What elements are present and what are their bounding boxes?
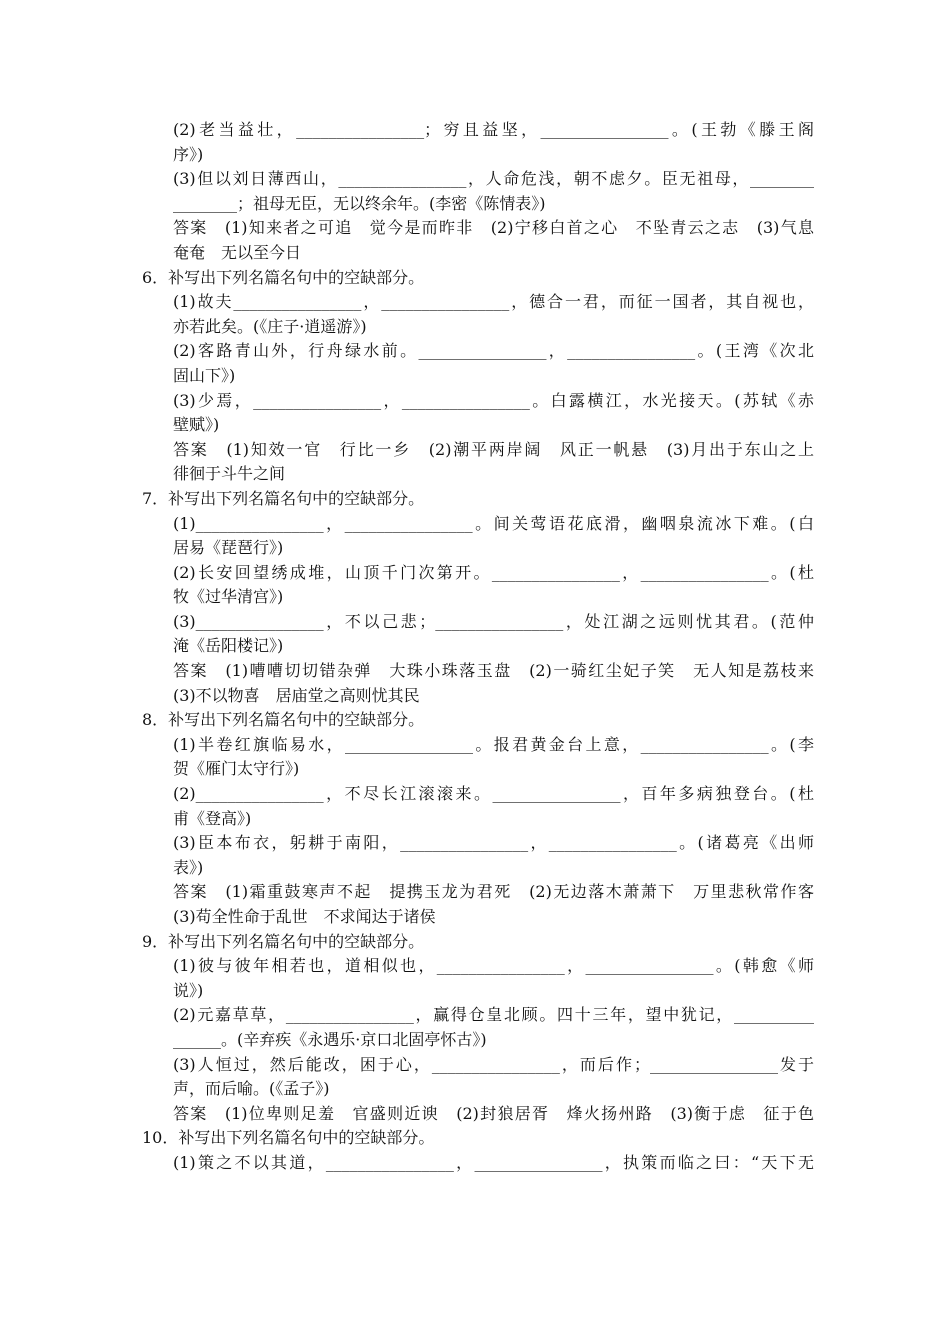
answer-line: 答案 (1)嘈嘈切切错杂弹 大珠小珠落玉盘 (2)一骑红尘妃子笑 无人知是荔枝来 [173,661,814,681]
text-line: 序》) [173,144,204,164]
text-line: (3)________________，不以己悲；________________，处江湖之远则忧其君。(范仲 [173,611,814,631]
question-heading: 10．补写出下列名篇名句中的空缺部分。 [142,1128,435,1148]
text-line: 声，而后喻。(《孟子》) [173,1079,330,1099]
text-line: ______。(辛弃疾《永遇乐·京口北固亭怀古》) [173,1029,487,1049]
text-line: (2)客路青山外，行舟绿水前。________________，________________。(王湾《次北 [173,341,814,361]
text-line: (2)元嘉草草，________________，赢得仓皇北顾。四十三年，望中犹记，__________ [173,1005,814,1025]
question-heading: 9．补写出下列名篇名句中的空缺部分。 [142,931,425,951]
answer-line: 答案 (1)知效一官 行比一乡 (2)潮平两岸阔 风正一帆悬 (3)月出于东山之上 [173,439,814,459]
text-line: 淹《岳阳楼记》) [173,636,284,656]
question-heading: 7．补写出下列名篇名句中的空缺部分。 [142,488,425,508]
text-line: 奄奄 无以至今日 [173,242,302,262]
text-line: (1)半卷红旗临易水，________________。报君黄金台上意，________________。(李 [173,734,814,754]
text-line: 居易《琵琶行》) [173,538,284,558]
answer-line: 答案 (1)知来者之可追 觉今是而昨非 (2)宁移白首之心 不坠青云之志 (3)气息 [173,218,814,238]
answer-line: 答案 (1)位卑则足羞 官盛则近谀 (2)封狼居胥 烽火扬州路 (3)衡于虑 征于色 [173,1103,814,1123]
text-line: (3)臣本布衣，躬耕于南阳，________________，________________。(诸葛亮《出师 [173,833,814,853]
text-line: (3)但以刘日薄西山，________________，人命危浅，朝不虑夕。臣无祖母，________ [173,169,814,189]
text-line: 牧《过华清宫》) [173,587,284,607]
text-line: (2)________________，不尽长江滚滚来。________________，百年多病独登台。(杜 [173,784,814,804]
text-line: (1)彼与彼年相若也，道相似也，________________，________________。(韩愈《师 [173,956,814,976]
question-heading: 8．补写出下列名篇名句中的空缺部分。 [142,710,425,730]
document-body [142,118,814,1176]
text-line: 说》) [173,980,204,1000]
text-line: (2)老当益壮，________________；穷且益坚，________________。(王勃《滕王阁 [173,120,814,139]
text-line: (3)苟全性命于乱世 不求闻达于诸侯 [173,907,436,926]
text-line: (3)人恒过，然后能改，困于心，________________，而后作；________________发于 [173,1054,814,1074]
text-line: (1)________________，________________。间关莺语花底滑，幽咽泉流冰下难。(白 [173,513,814,533]
text-line: ________；祖母无臣，无以终余年。(李密《陈情表》) [173,193,546,213]
question-heading: 6．补写出下列名篇名句中的空缺部分。 [142,267,425,287]
text-line: (3)不以物喜 居庙堂之高则忧其民 [173,685,420,705]
text-line: 壁赋》) [173,415,220,435]
text-line: (1)故夫________________，________________，德合一君，而征一国者，其自视也， [173,292,814,312]
text-line: (1)策之不以其道，________________，________________，执策而临之曰：“天下无 [173,1152,814,1172]
text-line: 徘徊于斗牛之间 [173,464,286,484]
text-line: (3)少焉，________________，________________。白露横江，水光接天。(苏轼《赤 [173,390,814,410]
text-line: 表》) [173,857,204,877]
text-line: (2)长安回望绣成堆，山顶千门次第开。________________，________________。(杜 [173,562,814,582]
text-line: 固山下》) [173,365,236,385]
answer-line: 答案 (1)霜重鼓寒声不起 提携玉龙为君死 (2)无边落木萧萧下 万里悲秋常作客 [173,882,814,902]
text-line: 亦若此矣。(《庄子·逍遥游》) [173,316,367,336]
text-line: 贺《雁门太守行》) [173,759,300,779]
text-line: 甫《登高》) [173,808,252,828]
